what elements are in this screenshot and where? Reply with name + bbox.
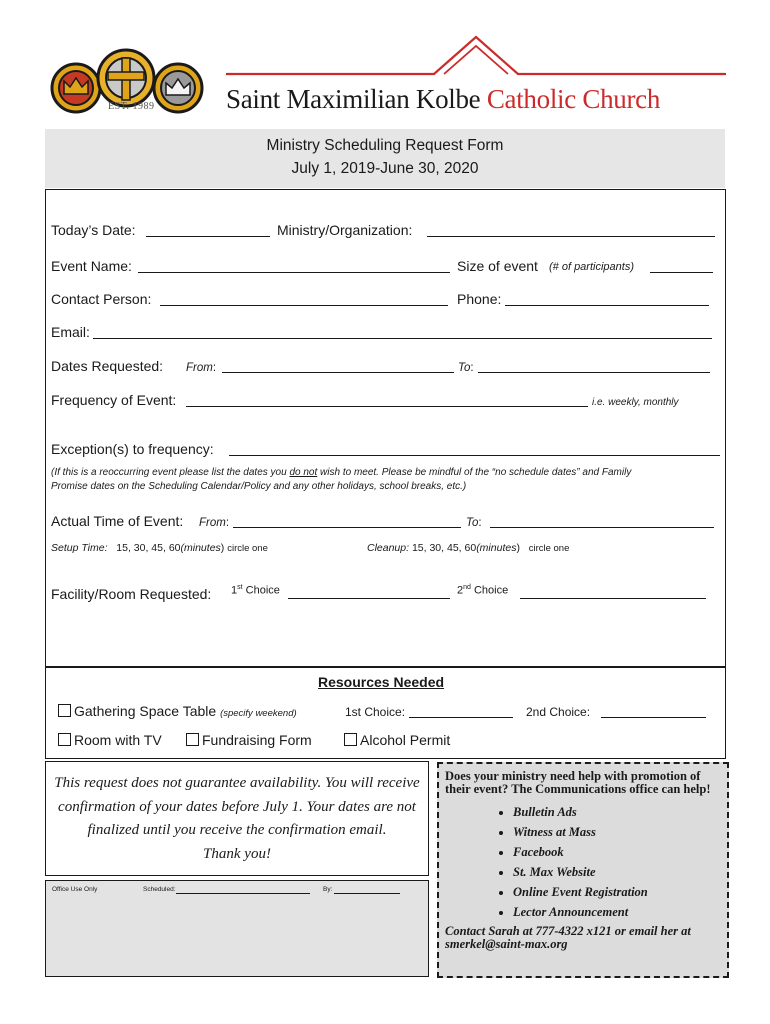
actual-from-text: From xyxy=(199,517,226,529)
ministry-label: Ministry/Organization: xyxy=(277,222,413,238)
contact-person-label: Contact Person: xyxy=(51,291,152,307)
first-choice-label: 1st Choice: xyxy=(345,705,406,719)
roof-ornament xyxy=(226,34,726,82)
ministry-field[interactable] xyxy=(427,236,715,237)
office-use-box xyxy=(45,880,429,977)
notice-line1: This request does not guarantee availability. You will receive xyxy=(54,775,420,791)
choice2-word: Choice xyxy=(473,584,509,597)
resources-title: Resources Needed xyxy=(318,674,445,690)
exceptions-note-a: (If this is a reoccurring event please list the dates you xyxy=(51,467,290,478)
established-year: EST. 1989 xyxy=(108,101,155,112)
event-size-label: Size of event xyxy=(457,258,538,274)
setup-time xyxy=(51,542,268,554)
notice-line3: finalized until you receive the confirmation email. xyxy=(87,822,387,838)
cleanup-paren: ) xyxy=(516,542,520,554)
room-tv-label: Room with TV xyxy=(74,732,162,748)
dates-from-text: From xyxy=(186,362,213,374)
promotion-heading: Does your ministry need help with promotion of their event? The Communications office can help! xyxy=(445,769,711,796)
gathering-space-option[interactable] xyxy=(58,703,297,719)
setup-time-options[interactable]: 15, 30, 45, 60 xyxy=(116,542,181,554)
promotion-item: • Online Event Registration xyxy=(513,882,723,902)
room-tv-checkbox[interactable] xyxy=(58,733,71,746)
dates-to-text: To xyxy=(458,362,471,374)
gathering-space-label: Gathering Space Table xyxy=(74,703,217,719)
gathering-space-note: (specify weekend) xyxy=(220,708,297,719)
actual-to-label xyxy=(466,517,482,529)
form-period: July 1, 2019-June 30, 2020 xyxy=(291,160,479,177)
actual-from-field[interactable] xyxy=(233,527,461,528)
choice1-suffix: st xyxy=(237,584,243,591)
cleanup-time-label: Cleanup: xyxy=(367,542,410,554)
alcohol-permit-checkbox[interactable] xyxy=(344,733,357,746)
room-tv-option[interactable] xyxy=(58,732,162,748)
form-title-box xyxy=(45,129,725,188)
email-label: Email: xyxy=(51,324,90,340)
promotion-contact: Contact Sarah at 777-4322 x121 or email her at smerkel@saint-max.org xyxy=(445,924,691,951)
contact-person-field[interactable] xyxy=(160,305,448,306)
dates-from-colon: : xyxy=(212,362,217,374)
gathering-space-checkbox[interactable] xyxy=(58,704,71,717)
dates-requested-label: Dates Requested: xyxy=(51,358,164,374)
promotion-item: • Facebook xyxy=(513,842,723,862)
actual-to-colon: : xyxy=(478,517,482,529)
todays-date-label: Today’s Date: xyxy=(51,222,136,238)
church-name-accent: Catholic Church xyxy=(486,84,661,114)
dates-from-label xyxy=(186,362,216,374)
setup-paren: ) xyxy=(220,542,225,554)
facility-choice2-field[interactable] xyxy=(520,598,706,599)
cleanup-minutes: (minutes xyxy=(476,542,517,554)
facility-choice2-label xyxy=(457,584,508,597)
promotion-item: • Witness at Mass xyxy=(513,822,723,842)
phone-label: Phone: xyxy=(457,291,502,307)
event-size-note: (# of participants) xyxy=(549,261,634,273)
exceptions-note-underlined: do not xyxy=(289,467,318,478)
second-choice-label: 2nd Choice: xyxy=(526,705,591,719)
actual-time-label: Actual Time of Event: xyxy=(51,513,184,529)
dates-to-colon: : xyxy=(470,362,474,374)
dates-to-label xyxy=(458,362,474,374)
promotion-item: • St. Max Website xyxy=(513,862,723,882)
todays-date-field[interactable] xyxy=(146,236,270,237)
by-field[interactable] xyxy=(334,893,400,894)
cleanup-circle-one: circle one xyxy=(528,543,570,554)
facility-choice1-label xyxy=(231,584,280,597)
event-name-field[interactable] xyxy=(138,272,450,273)
choice1-word: Choice xyxy=(245,584,280,597)
event-size-field[interactable] xyxy=(650,272,713,273)
cleanup-time xyxy=(367,542,569,554)
dates-from-field[interactable] xyxy=(222,372,454,373)
fundraising-checkbox[interactable] xyxy=(186,733,199,746)
actual-to-field[interactable] xyxy=(490,527,714,528)
first-choice-field[interactable] xyxy=(409,717,513,718)
notice-line4: Thank you! xyxy=(203,845,271,862)
dates-to-field[interactable] xyxy=(478,372,710,373)
church-name xyxy=(226,84,660,115)
notice-line2: confirmation of your dates before July 1. Your dates are not xyxy=(58,798,416,815)
promotion-item: • Bulletin Ads xyxy=(513,802,723,822)
phone-field[interactable] xyxy=(505,305,709,306)
exceptions-label: Exception(s) to frequency: xyxy=(51,441,214,457)
second-choice-field[interactable] xyxy=(601,717,706,718)
promotion-item: • Lector Announcement xyxy=(513,902,723,922)
availability-notice xyxy=(45,761,429,876)
promotion-box xyxy=(437,762,729,978)
exceptions-note-line1 xyxy=(51,466,631,480)
setup-circle-one: circle one xyxy=(227,543,268,554)
exceptions-note xyxy=(51,466,631,494)
office-use-label: Office Use Only xyxy=(52,886,98,893)
facility-choice1-field[interactable] xyxy=(288,598,450,599)
promotion-list xyxy=(445,802,723,922)
actual-from-colon: : xyxy=(225,517,230,529)
alcohol-permit-option[interactable] xyxy=(344,732,450,748)
choice1-number: 1 xyxy=(231,584,238,597)
exceptions-field[interactable] xyxy=(229,455,720,456)
setup-time-label: Setup Time: xyxy=(51,542,108,554)
email-field[interactable] xyxy=(93,338,712,339)
cleanup-time-options[interactable]: 15, 30, 45, 60 xyxy=(411,542,477,554)
event-name-label: Event Name: xyxy=(51,258,132,274)
fundraising-option[interactable] xyxy=(186,732,312,748)
frequency-hint: i.e. weekly, monthly xyxy=(592,397,679,408)
facility-label: Facility/Room Requested: xyxy=(51,586,212,602)
exceptions-note-line2: Promise dates on the Scheduling Calendar/Policy and any other holidays, school breaks, etc.) xyxy=(51,481,467,492)
fundraising-label: Fundraising Form xyxy=(202,732,312,748)
alcohol-permit-label: Alcohol Permit xyxy=(360,732,451,748)
exceptions-note-b: wish to meet. Please be mindful of the “no schedule dates” and Family xyxy=(317,467,632,478)
actual-from-label xyxy=(199,517,229,529)
frequency-label: Frequency of Event: xyxy=(51,392,177,408)
choice2-suffix: nd xyxy=(463,584,471,591)
scheduled-field[interactable] xyxy=(176,893,310,894)
by-label: By: xyxy=(323,886,333,893)
frequency-field[interactable] xyxy=(186,406,588,407)
form-title: Ministry Scheduling Request Form xyxy=(266,137,504,154)
choice2-number: 2 xyxy=(457,584,464,597)
setup-minutes: (minutes xyxy=(180,542,221,554)
scheduled-label: Scheduled: xyxy=(143,886,176,893)
actual-to-text: To xyxy=(466,517,479,529)
church-name-primary: Saint Maximilian Kolbe xyxy=(226,84,481,114)
